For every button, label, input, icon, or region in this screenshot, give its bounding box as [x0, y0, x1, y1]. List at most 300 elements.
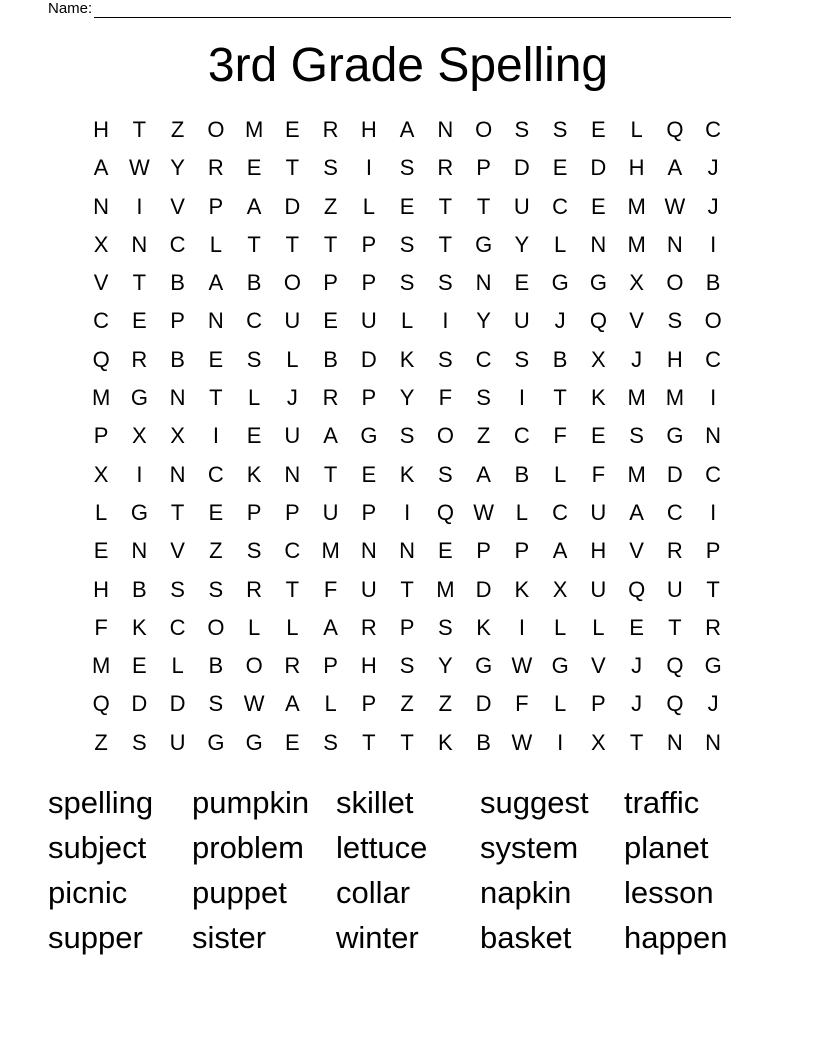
grid-letter: R	[284, 653, 301, 679]
grid-letter: R	[360, 614, 377, 640]
grid-letter: G	[360, 423, 378, 449]
grid-letter: P	[514, 538, 530, 564]
grid-letter: X	[629, 270, 644, 296]
grid-letter: B	[552, 346, 568, 372]
grid-letter: A	[667, 155, 683, 181]
grid-letter: G	[130, 499, 148, 525]
grid-letter: S	[323, 155, 338, 181]
grid-letter: M	[91, 385, 111, 411]
grid-letter: N	[93, 193, 110, 219]
grid-letter: S	[323, 729, 338, 755]
grid-letter: T	[323, 461, 338, 487]
word-bank-item: happen	[624, 920, 728, 955]
grid-letter: C	[552, 193, 569, 219]
grid-letter: V	[629, 538, 644, 564]
grid-letter: E	[323, 308, 338, 334]
grid-letter: S	[399, 155, 415, 181]
grid-row	[82, 113, 732, 151]
grid-letter: U	[513, 308, 530, 334]
grid-letter: M	[91, 653, 111, 679]
grid-letter: D	[131, 691, 148, 717]
grid-letter: Q	[589, 308, 607, 334]
grid-letter: S	[514, 346, 530, 372]
grid-letter: Y	[399, 385, 415, 411]
grid-letter: X	[591, 729, 606, 755]
grid-letter: M	[665, 385, 685, 411]
grid-letter: N	[705, 729, 722, 755]
grid-letter: N	[169, 461, 186, 487]
grid-letter: X	[552, 576, 568, 602]
grid-letter: U	[590, 576, 607, 602]
grid-letter: L	[554, 461, 567, 487]
grid-letter: E	[246, 423, 262, 449]
grid-letter: G	[704, 653, 722, 679]
grid-letter: B	[170, 270, 185, 296]
grid-letter: W	[473, 499, 494, 525]
word-bank-item: lesson	[624, 875, 714, 910]
grid-letter: L	[248, 614, 261, 640]
grid-letter: C	[705, 346, 722, 372]
word-bank-item: pumpkin	[192, 785, 310, 820]
grid-letter: U	[284, 423, 301, 449]
grid-letter: Q	[92, 346, 110, 372]
grid-letter: O	[475, 117, 493, 142]
grid-letter: D	[169, 691, 186, 717]
grid-letter: E	[208, 499, 224, 525]
grid-letter: A	[285, 691, 300, 717]
grid-letter: N	[360, 538, 377, 564]
grid-letter: J	[707, 691, 719, 717]
grid-letter: K	[132, 614, 147, 640]
grid-letter: M	[627, 193, 646, 219]
grid-letter: T	[132, 117, 147, 142]
grid-letter: E	[132, 308, 147, 334]
grid-row	[82, 419, 732, 457]
grid-row	[82, 573, 732, 611]
grid-letter: S	[438, 346, 453, 372]
grid-row	[82, 687, 732, 725]
grid-letter: V	[93, 270, 109, 296]
grid-letter: L	[554, 691, 567, 717]
grid-letter: N	[131, 538, 148, 564]
grid-letter: G	[475, 653, 493, 679]
grid-letter: I	[212, 423, 219, 449]
word-bank-item: suggest	[480, 785, 589, 820]
word-bank-row	[48, 915, 768, 960]
grid-letter: F	[553, 423, 567, 449]
grid-letter: T	[629, 729, 644, 755]
grid-letter: V	[591, 653, 606, 679]
word-bank	[48, 780, 768, 960]
grid-letter: D	[475, 691, 492, 717]
grid-letter: A	[629, 499, 644, 525]
grid-letter: D	[590, 155, 607, 181]
grid-letter: X	[93, 231, 109, 257]
word-bank-item: spelling	[48, 785, 154, 820]
name-field	[48, 0, 731, 18]
grid-letter: K	[399, 461, 415, 487]
grid-letter: P	[476, 538, 491, 564]
grid-letter: C	[93, 308, 110, 334]
grid-letter: Y	[170, 155, 185, 181]
grid-letter: B	[476, 729, 491, 755]
grid-letter: P	[323, 270, 338, 296]
grid-letter: J	[631, 691, 643, 717]
grid-letter: Z	[400, 691, 414, 717]
word-bank-item: supper	[48, 920, 143, 955]
grid-letter: P	[361, 385, 377, 411]
grid-letter: H	[93, 576, 110, 602]
grid-letter: E	[591, 117, 606, 142]
grid-letter: P	[323, 653, 338, 679]
grid-letter: S	[208, 576, 224, 602]
grid-letter: A	[246, 193, 262, 219]
grid-letter: N	[207, 308, 224, 334]
word-bank-item: puppet	[192, 875, 287, 910]
grid-letter: T	[247, 231, 261, 257]
grid-letter: L	[286, 346, 299, 372]
grid-letter: T	[132, 270, 147, 296]
grid-letter: A	[323, 423, 338, 449]
grid-row	[82, 649, 732, 687]
grid-letter: S	[399, 653, 415, 679]
grid-letter: E	[285, 729, 300, 755]
grid-letter: G	[589, 270, 607, 296]
grid-letter: F	[438, 385, 453, 411]
grid-letter: P	[93, 423, 109, 449]
grid-letter: N	[666, 231, 683, 257]
grid-letter: D	[513, 155, 530, 181]
word-bank-row	[48, 870, 768, 915]
grid-letter: L	[95, 499, 108, 525]
grid-letter: J	[707, 193, 719, 219]
grid-row	[82, 304, 732, 342]
grid-letter: O	[207, 614, 225, 640]
grid-letter: G	[551, 270, 569, 296]
grid-letter: O	[704, 308, 722, 334]
grid-letter: F	[515, 691, 529, 717]
grid-letter: P	[285, 499, 300, 525]
grid-letter: T	[209, 385, 223, 411]
grid-letter: M	[627, 231, 646, 257]
grid-letter: Q	[666, 653, 684, 679]
grid-letter: K	[476, 614, 491, 640]
grid-letter: D	[360, 346, 377, 372]
grid-letter: P	[361, 691, 377, 717]
word-bank-item: system	[480, 830, 579, 865]
grid-letter: P	[399, 614, 415, 640]
grid-letter: J	[554, 308, 566, 334]
grid-letter: T	[400, 729, 414, 755]
grid-letter: E	[93, 538, 109, 564]
grid-letter: T	[706, 576, 720, 602]
word-bank-item: planet	[624, 830, 709, 865]
grid-letter: S	[246, 538, 262, 564]
grid-letter: O	[666, 270, 684, 296]
grid-row	[82, 726, 732, 764]
grid-letter: C	[705, 461, 722, 487]
word-bank-item: winter	[336, 920, 419, 955]
grid-letter: Z	[94, 729, 108, 755]
grid-letter: C	[705, 117, 722, 142]
grid-letter: N	[590, 231, 607, 257]
grid-row	[82, 151, 732, 189]
grid-letter: B	[170, 346, 185, 372]
grid-letter: Z	[209, 538, 223, 564]
grid-letter: F	[94, 614, 108, 640]
grid-letter: M	[436, 576, 455, 602]
grid-letter: X	[93, 461, 109, 487]
grid-letter: D	[666, 461, 683, 487]
grid-letter: A	[552, 538, 568, 564]
grid-letter: C	[513, 423, 530, 449]
grid-letter: E	[208, 346, 224, 372]
grid-letter: R	[666, 538, 683, 564]
grid-letter: Q	[628, 576, 646, 602]
grid-row	[82, 266, 732, 304]
grid-letter: J	[631, 346, 643, 372]
grid-letter: I	[557, 729, 564, 755]
grid-letter: B	[246, 270, 262, 296]
grid-letter: L	[630, 117, 643, 142]
grid-letter: T	[476, 193, 491, 219]
grid-letter: Z	[170, 117, 185, 142]
grid-letter: T	[323, 231, 338, 257]
grid-letter: T	[362, 729, 376, 755]
grid-letter: S	[552, 117, 568, 142]
grid-letter: Q	[92, 691, 110, 717]
grid-letter: C	[246, 308, 263, 334]
word-bank-item: skillet	[336, 785, 414, 820]
grid-letter: R	[207, 155, 224, 181]
grid-row	[82, 381, 732, 419]
grid-letter: Z	[438, 691, 453, 717]
grid-letter: U	[513, 193, 530, 219]
grid-letter: U	[360, 576, 377, 602]
grid-letter: E	[591, 423, 606, 449]
grid-letter: Y	[438, 653, 453, 679]
word-search-grid	[82, 113, 732, 764]
grid-letter: T	[438, 193, 453, 219]
grid-letter: X	[591, 346, 606, 372]
grid-letter: T	[668, 614, 682, 640]
grid-letter: E	[629, 614, 644, 640]
grid-letter: E	[246, 155, 262, 181]
grid-letter: O	[245, 653, 263, 679]
grid-row	[82, 534, 732, 572]
name-label: Name:	[48, 0, 93, 17]
word-bank-item: traffic	[624, 785, 700, 820]
grid-letter: G	[551, 653, 569, 679]
grid-letter: H	[590, 538, 607, 564]
grid-letter: T	[285, 231, 300, 257]
grid-row	[82, 343, 732, 381]
grid-letter: M	[321, 538, 340, 564]
grid-letter: I	[518, 385, 525, 411]
word-bank-row	[48, 825, 768, 870]
grid-letter: D	[475, 576, 492, 602]
grid-letter: P	[208, 193, 224, 219]
word-bank-row	[48, 780, 768, 825]
grid-letter: G	[130, 385, 148, 411]
grid-letter: S	[629, 423, 644, 449]
grid-letter: K	[438, 729, 453, 755]
grid-row	[82, 458, 732, 496]
grid-letter: E	[132, 653, 147, 679]
grid-letter: L	[515, 499, 528, 525]
word-bank-item: picnic	[48, 875, 128, 910]
grid-letter: O	[283, 270, 301, 296]
grid-row	[82, 611, 732, 649]
grid-letter: I	[136, 461, 143, 487]
grid-letter: C	[666, 499, 683, 525]
grid-letter: L	[248, 385, 261, 411]
grid-letter: I	[518, 614, 525, 640]
grid-letter: W	[243, 691, 265, 717]
grid-letter: H	[93, 117, 110, 142]
grid-letter: E	[361, 461, 377, 487]
grid-letter: L	[401, 308, 414, 334]
grid-letter: S	[438, 461, 453, 487]
grid-letter: T	[170, 499, 185, 525]
grid-letter: H	[628, 155, 645, 181]
grid-letter: S	[132, 729, 147, 755]
grid-letter: H	[360, 117, 377, 142]
grid-letter: R	[437, 155, 454, 181]
grid-letter: Q	[436, 499, 454, 525]
grid-letter: V	[170, 193, 185, 219]
grid-letter: N	[437, 117, 454, 142]
grid-letter: I	[710, 231, 717, 257]
grid-letter: C	[284, 538, 301, 564]
grid-letter: G	[666, 423, 684, 449]
word-bank-item: lettuce	[336, 830, 428, 865]
grid-letter: C	[552, 499, 569, 525]
grid-letter: V	[170, 538, 185, 564]
grid-letter: S	[667, 308, 683, 334]
grid-letter: P	[361, 270, 377, 296]
grid-letter: S	[399, 231, 415, 257]
grid-letter: R	[705, 614, 722, 640]
grid-letter: E	[285, 117, 300, 142]
grid-letter: R	[246, 576, 263, 602]
word-bank-item: sister	[192, 920, 267, 955]
grid-letter: M	[627, 385, 646, 411]
grid-letter: U	[169, 729, 186, 755]
grid-letter: L	[209, 231, 222, 257]
grid-letter: Z	[323, 193, 338, 219]
grid-row	[82, 496, 732, 534]
grid-letter: S	[208, 691, 224, 717]
grid-letter: L	[592, 614, 605, 640]
grid-letter: A	[208, 270, 224, 296]
grid-letter: L	[554, 231, 567, 257]
grid-letter: Q	[666, 117, 684, 142]
grid-letter: U	[590, 499, 607, 525]
grid-letter: N	[131, 231, 148, 257]
grid-letter: P	[705, 538, 721, 564]
grid-letter: J	[631, 653, 643, 679]
grid-letter: W	[664, 193, 686, 219]
grid-letter: N	[666, 729, 683, 755]
grid-letter: T	[285, 576, 300, 602]
grid-letter: Z	[476, 423, 491, 449]
grid-letter: C	[207, 461, 224, 487]
grid-letter: N	[399, 538, 416, 564]
grid-letter: L	[554, 614, 567, 640]
grid-letter: D	[284, 193, 301, 219]
grid-letter: N	[169, 385, 186, 411]
grid-letter: A	[93, 155, 109, 181]
grid-row	[82, 228, 732, 266]
grid-letter: Y	[514, 231, 530, 257]
grid-letter: E	[438, 538, 453, 564]
grid-letter: U	[322, 499, 339, 525]
grid-letter: X	[170, 423, 185, 449]
name-blank-line[interactable]	[94, 3, 731, 18]
grid-letter: I	[710, 499, 717, 525]
grid-letter: A	[323, 614, 338, 640]
grid-letter: S	[399, 270, 415, 296]
word-bank-item: collar	[336, 875, 411, 910]
grid-letter: U	[284, 308, 301, 334]
grid-letter: L	[362, 193, 375, 219]
grid-letter: I	[404, 499, 411, 525]
grid-letter: K	[399, 346, 415, 372]
grid-letter: S	[438, 614, 453, 640]
grid-letter: G	[207, 729, 225, 755]
grid-letter: O	[207, 117, 225, 142]
word-bank-item: napkin	[480, 875, 572, 910]
grid-letter: T	[400, 576, 414, 602]
grid-letter: C	[169, 614, 186, 640]
grid-letter: C	[169, 231, 186, 257]
grid-letter: W	[128, 155, 150, 181]
grid-letter: N	[284, 461, 301, 487]
grid-letter: T	[285, 155, 300, 181]
grid-letter: B	[514, 461, 530, 487]
grid-letter: P	[170, 308, 185, 334]
grid-letter: M	[627, 461, 646, 487]
grid-letter: J	[286, 385, 298, 411]
grid-letter: E	[552, 155, 568, 181]
grid-letter: F	[323, 576, 338, 602]
grid-letter: A	[476, 461, 491, 487]
grid-letter: R	[322, 385, 339, 411]
grid-letter: N	[705, 423, 722, 449]
grid-letter: C	[475, 346, 492, 372]
grid-letter: G	[245, 729, 263, 755]
grid-letter: I	[136, 193, 143, 219]
grid-letter: H	[666, 346, 683, 372]
grid-letter: E	[399, 193, 415, 219]
grid-letter: X	[132, 423, 147, 449]
grid-letter: B	[323, 346, 338, 372]
grid-letter: I	[710, 385, 717, 411]
grid-letter: Q	[666, 691, 684, 717]
grid-letter: W	[511, 653, 533, 679]
word-bank-item: problem	[192, 830, 304, 865]
grid-letter: L	[286, 614, 299, 640]
grid-letter: P	[361, 231, 377, 257]
grid-letter: K	[514, 576, 530, 602]
grid-letter: K	[591, 385, 606, 411]
word-bank-item: subject	[48, 830, 147, 865]
grid-letter: M	[244, 117, 264, 142]
grid-row	[82, 190, 732, 228]
grid-letter: V	[629, 308, 644, 334]
grid-letter: S	[170, 576, 185, 602]
